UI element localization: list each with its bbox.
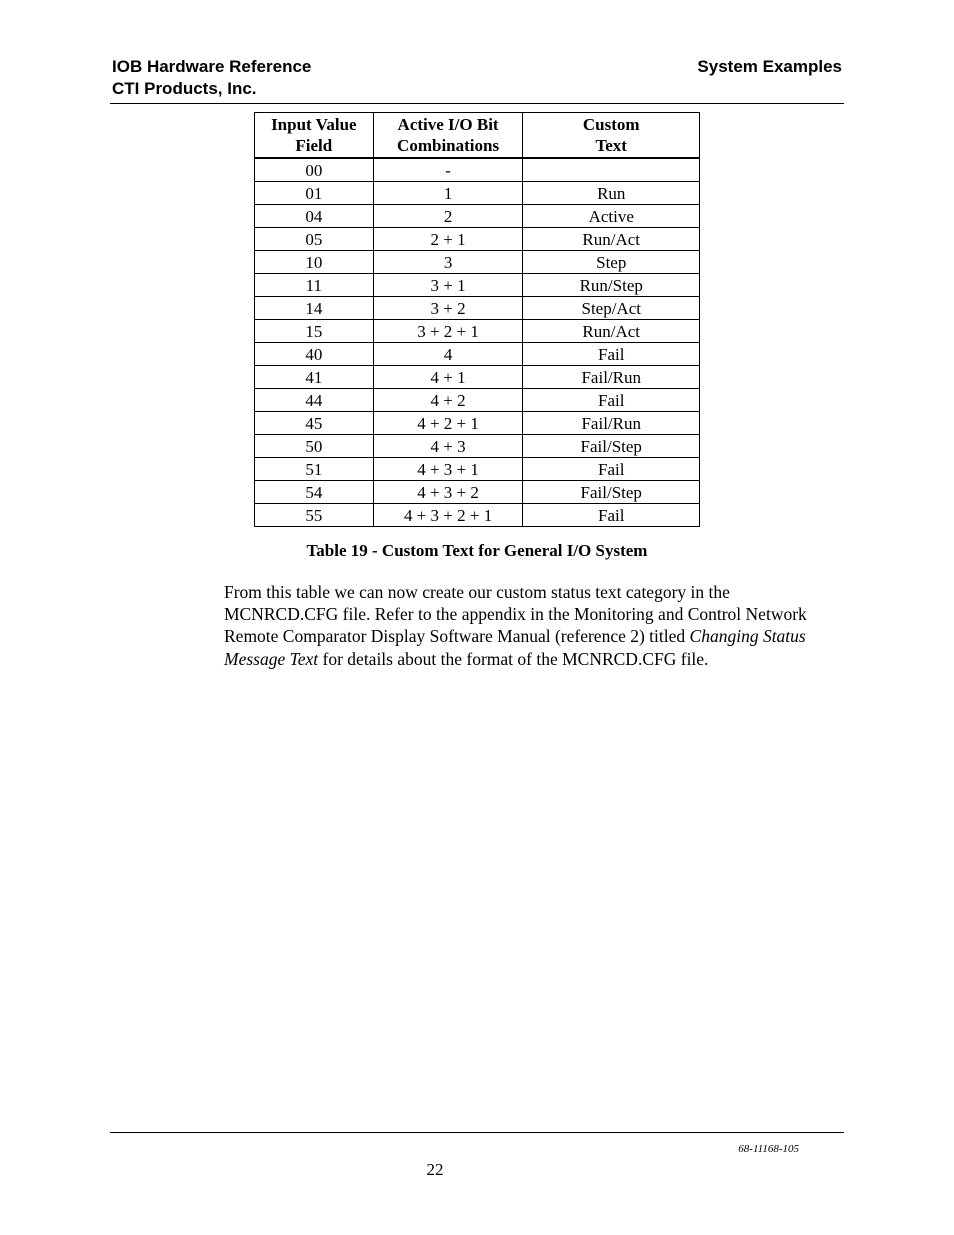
table-row <box>255 297 700 320</box>
cell-bit-combination: 4 + 2 <box>373 389 523 412</box>
table-row <box>255 274 700 297</box>
table-row <box>255 343 700 366</box>
cell-bit-combination: 4 <box>373 343 523 366</box>
table-row <box>255 182 700 205</box>
footer-divider <box>110 1132 844 1133</box>
cell-bit-combination: 4 + 2 + 1 <box>373 412 523 435</box>
cell-custom-text: Run <box>523 182 700 205</box>
cell-bit-combination: 1 <box>373 182 523 205</box>
cell-custom-text: Fail <box>523 389 700 412</box>
column-header-bit-combinations: Active I/O Bit Combinations <box>373 113 523 159</box>
cell-input-value: 40 <box>255 343 374 366</box>
cell-custom-text: Fail/Step <box>523 481 700 504</box>
cell-input-value: 10 <box>255 251 374 274</box>
cell-custom-text: Fail <box>523 504 700 527</box>
table-row <box>255 158 700 182</box>
cell-custom-text: Run/Act <box>523 228 700 251</box>
cell-bit-combination: - <box>373 158 523 182</box>
page-number: 22 <box>426 1160 444 1179</box>
table-row <box>255 481 700 504</box>
cell-input-value: 04 <box>255 205 374 228</box>
document-title: IOB Hardware Reference <box>112 57 312 76</box>
table-caption: Table 19 - Custom Text for General I/O System <box>306 541 648 560</box>
cell-input-value: 55 <box>255 504 374 527</box>
cell-input-value: 14 <box>255 297 374 320</box>
table-row <box>255 458 700 481</box>
cell-input-value: 41 <box>255 366 374 389</box>
cell-input-value: 45 <box>255 412 374 435</box>
cell-input-value: 44 <box>255 389 374 412</box>
cell-bit-combination: 4 + 3 + 1 <box>373 458 523 481</box>
cell-bit-combination: 4 + 1 <box>373 366 523 389</box>
cell-input-value: 00 <box>255 158 374 182</box>
header-divider <box>110 103 844 104</box>
cell-custom-text: Step/Act <box>523 297 700 320</box>
body-paragraph: From this table we can now create our custom status text category in the MCNRCD.CFG file. Refer to the appendix in the Monitoring and Control Network Remote Comparator Display Software Manual (reference 2) titled Changing Status Message Text for details about the format of the MCNRCD.CFG file. <box>224 582 807 669</box>
cell-custom-text: Fail/Run <box>523 366 700 389</box>
section-title: System Examples <box>697 57 842 76</box>
company-name: CTI Products, Inc. <box>112 79 257 98</box>
cell-custom-text: Fail/Run <box>523 412 700 435</box>
document-number: 68-11168-105 <box>738 1143 799 1155</box>
cell-input-value: 50 <box>255 435 374 458</box>
cell-input-value: 15 <box>255 320 374 343</box>
cell-bit-combination: 3 + 2 <box>373 297 523 320</box>
column-header-input-value: Input Value Field <box>255 113 374 159</box>
cell-custom-text: Fail/Step <box>523 435 700 458</box>
table-row <box>255 389 700 412</box>
cell-custom-text <box>523 158 700 182</box>
manual-section-title: Changing Status Message Text <box>224 626 806 669</box>
cell-bit-combination: 4 + 3 + 2 + 1 <box>373 504 523 527</box>
cell-custom-text: Fail <box>523 343 700 366</box>
cell-input-value: 54 <box>255 481 374 504</box>
table-row <box>255 435 700 458</box>
cell-custom-text: Fail <box>523 458 700 481</box>
table-header-row <box>255 113 700 159</box>
cell-input-value: 05 <box>255 228 374 251</box>
table-row <box>255 251 700 274</box>
custom-text-table <box>254 112 700 527</box>
table-row <box>255 205 700 228</box>
table-body <box>255 158 700 527</box>
cell-bit-combination: 2 <box>373 205 523 228</box>
cell-input-value: 01 <box>255 182 374 205</box>
cell-bit-combination: 2 + 1 <box>373 228 523 251</box>
cell-bit-combination: 4 + 3 + 2 <box>373 481 523 504</box>
cell-bit-combination: 3 + 1 <box>373 274 523 297</box>
cell-bit-combination: 3 + 2 + 1 <box>373 320 523 343</box>
table-row <box>255 228 700 251</box>
table-row <box>255 366 700 389</box>
column-header-custom-text: Custom Text <box>523 113 700 159</box>
header-left <box>112 56 311 100</box>
cell-custom-text: Active <box>523 205 700 228</box>
table-row <box>255 320 700 343</box>
cell-bit-combination: 3 <box>373 251 523 274</box>
cell-custom-text: Step <box>523 251 700 274</box>
table-row <box>255 504 700 527</box>
cell-bit-combination: 4 + 3 <box>373 435 523 458</box>
cell-custom-text: Run/Step <box>523 274 700 297</box>
cell-input-value: 51 <box>255 458 374 481</box>
table-row <box>255 412 700 435</box>
cell-custom-text: Run/Act <box>523 320 700 343</box>
cell-input-value: 11 <box>255 274 374 297</box>
